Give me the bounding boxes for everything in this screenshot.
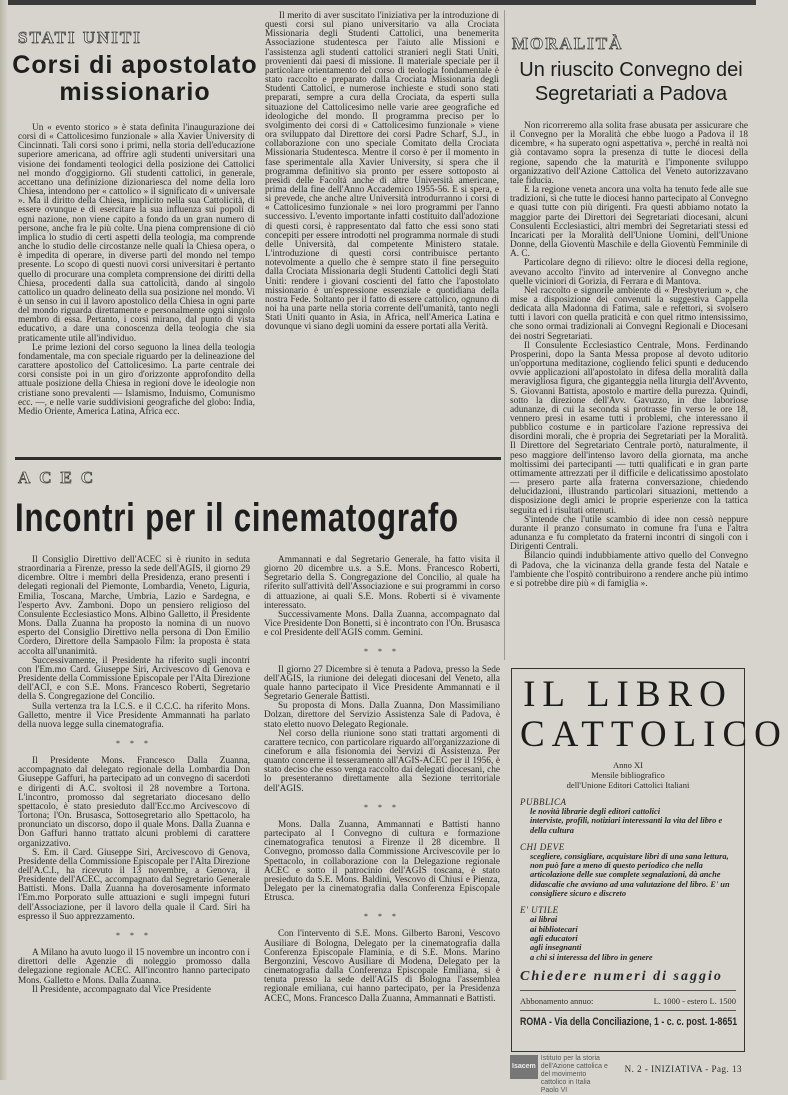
ad-address: ROMA - Via della Conciliazione, 1 - c. c. post. 1-8651 (520, 1015, 738, 1028)
paragraph: Sulla vertenza tra la I.C.S. e il C.C.C. ha riferito Mons. Galletto, mentre il Vice Presidente Ammannati ha parlato della nuova legge sulla cinematografia. (18, 701, 250, 730)
article-padova-body (510, 122, 748, 657)
paragraph: Successivamente, il Presidente ha riferito sugli incontri con l'Em.mo Card. Giuseppe Siri, Arcivescovo di Genova e Presidente della Commissione Episcopale per l'Alta Direzione dell'ACI, e con S.E. Mons. Francesco Roberti, Segretario della S. Congregazione del Concilio. (18, 655, 250, 703)
section-separator: * * * (116, 930, 152, 940)
section-kicker-moralita: MORALITÀ (512, 34, 624, 53)
isacem-watermark-logo (510, 1055, 610, 1094)
ad-section-line: agli insegnanti (530, 943, 582, 953)
section-separator: * * * (364, 912, 400, 922)
column-divider (504, 10, 505, 660)
ad-price-label: Abbonamento annuo: (520, 995, 594, 1006)
advertisement-il-libro-cattolico (511, 668, 788, 1052)
paragraph: Un « evento storico » è stata definita l'inaugurazione dei corsi di « Cattolicesimo funzionale » alla Xavier University di Cincinnati. Tali corsi sono i primi, nella storia dell'educazione superiore americana, ad offrire agli studenti universitari una visione dei fondamenti teologici della posizione dei Cattolici nel mondo d'oggigiorno. Gli studenti cattolici, in generale, accettano una definizione dizionariesca del nome della loro Chiesa, intendono per « cattolico » il significato di « universale ». Ma il diritto della Chiesa, implicito nella sua Cattolicità, di essere ovunque e di esercitare la sua influenza sui popoli di ogni nazione, non viene capito a fondo da un gran numero di persone, anche fra le più colte. Una piena comprensione di ciò implica lo studio di certi aspetti della teologia, ma comprende anche lo studio delle circostanze nelle quali la Chiesa opera, o è impedita di operare, in diverse parti del mondo nel tempo presente. Lo scopo di questi nuovi corsi universitari è pertanto quello di procurare una completa comprensione dei diritti della Chiesa, procedenti dalla sua cattolicità, dando al singolo cattolico un quadro delineato della sua posizione nel mondo. Vi è un senso in cui il lavoro apostolico della Chiesa in ogni parte del mondo riguarda direttamente e personalmente ogni singolo membro di essa. Pertanto, i corsi mirano, dal punto di vista educativo, a dare una conoscenza della teologia che sia praticamente utile all'individuo. (18, 123, 255, 344)
watermark-text: Istituto per la storia dell'Azione cattolica e del movimento cattolico in Italia Paolo VI (540, 1055, 608, 1094)
paragraph: Le prime lezioni del corso seguono la linea della teologia fondamentale, ma con speciale riguardo per la delineazione del carattere apostolico del Cattolicesimo. La parte centrale dei corsi consiste poi in un giro d'orizzonte approfondito della attuale posizione della Chiesa in regioni dove le ideologie non cristiane sono prevalenti — Islamismo, Induismo, Comunismo ecc. —, e nelle varie suddivisioni geografiche del globo: India, Medio Oriente, America Latina, Africa ecc. (18, 342, 255, 417)
title-line-2: Segretariati a Padova (534, 83, 728, 105)
paragraph: E la regione veneta ancora una volta ha tenuto fede alle sue tradizioni, sì che tutte le diocesi hanno partecipato al Convegno e quasi tutte con più dirigenti. Fra questi abbiamo notato la maggior parte dei Direttori dei Segretariati diocesani, alcuni Consulenti Ecclesiastici, altri membri dei Segretariati stessi ed Incaricati per la Moralità dell'Unione Uomini, dell'Unione Donne, della Gioventù Maschile e della Gioventù Femminile di A. C. (510, 185, 748, 260)
article-title-corsi (10, 52, 260, 106)
title-line-1: Un riuscito Convegno dei (519, 59, 743, 81)
article-title-cinematografo: Incontri per il cinematografo (15, 496, 459, 540)
article-usa-column-1 (18, 124, 255, 456)
ad-section-line: agli educatori (530, 933, 578, 943)
paragraph: Particolare degno di rilievo: oltre le diocesi della regione, avevano accolto l'invito ad intervenire al Convegno anche quelle viciniori di Gorizia, di Ferrara e di Mantova. (510, 258, 748, 287)
ad-section-line: interviste, profili, notiziari interessanti la vita del libro e della cultura (530, 816, 723, 835)
paragraph: Ammannati e dal Segretario Generale, ha fatto visita il giorno 20 dicembre u.s. a S.E. Mons. Francesco Roberti, Segretario della S. Congregazione del Concilio, al quale ha riferito sull'attività dell'Associazione e sui programmi in corso di attuazione, ai quali S.E. Mons. Roberti si è vivamente interessato. (264, 555, 500, 611)
section-divider (15, 457, 501, 460)
paragraph: Il Consiglio Direttivo dell'ACEC si è riunito in seduta straordinaria a Firenze, presso la sede dell'AGIS, il giorno 29 dicembre. Oltre i membri della Presidenza, erano presenti i delegati regionali del Piemonte, Lombardia, Veneto, Liguria, Emilia, Toscana, Marche, Umbria, Lazio e Sardegna, e l'esperto Avv. Zamboni. Dopo un pensiero religioso del Consulente Ecclesiastico Mons. Albino Galletto, il Presidente Mons. Dalla Zuanna ha proposto la nomina di un nuovo esperto del Consiglio Direttivo nella persona di Don Emilio Cordero, Direttore della Sampaolo Film: la proposta è stata accolta all'unanimità. (18, 555, 250, 657)
ad-section-heading: PUBBLICA (520, 797, 567, 807)
paragraph: Bilancio quindi indubbiamente attivo quello del Convegno di Padova, che la vicinanza della grande festa del Natale e l'ambiente che l'ospitò contribuirono a rendere anche più intimo e si potrebbe dire più « di famiglia ». (510, 551, 748, 589)
ad-subscription (520, 996, 736, 1011)
title-line-2: missionario (59, 78, 211, 106)
article-title-convegno (506, 58, 756, 106)
ad-title-line-1: IL LIBRO (523, 674, 733, 715)
paragraph: Il Consulente Ecclesiastico Centrale, Mons. Ferdinando Prosperini, dopo la Santa Messa propose al devoto uditorio un'opportuna meditazione, cogliendo felici spunti e deducendo ovvie applicazioni all'apostolato in difesa della moralità dalla meravigliosa figura, che giganteggia nella liturgia dell'Avvento, S. Giovanni Battista, apostolo e martire della purezza. Quindi, sotto la direzione dell'Avv. Gavuzzo, in due laboriose adunanze, di cui la seconda si protrasse fin verso le ore 18, vennero presi in esame tutti i problemi, che interessano il pubblico costume e in particolare l'azione repressiva dei disordini morali, che è propria dei Segretariati per la Moralità. Il Direttore del Segretariato Centrale portò, naturalmente, il peso maggiore dell'intenso lavoro della giornata, ma anche moltissimi dei partecipanti — tutti qualificati e in gran parte ottimamente attrezzati per il difficile e delicatissimo apostolato — presero parte alla fraterna conversazione, chiedendo delucidazioni, illustrando particolari situazioni, mettendo a disposizione degli amici le proprie esperienze con la tattica seguita ed i risultati ottenuti. (510, 340, 748, 516)
paragraph: Il merito di aver suscitato l'iniziativa per la introduzione di questi corsi sul piano universitario va alla Crociata Missionaria degli Studenti Cattolici, una benemerita Associazione studentesca per l'aiuto alle Missioni e l'assistenza agli studenti cattolici stranieri negli Stati Uniti, provenienti dai paesi di missione. Il materiale speciale per il particolare orientamento del corso di teologia fondamentale è stato raccolto e preparato dalla Crociata Missionaria degli Studenti Cattolici, e numerose inchieste e studi sono stati preparati, sempre a cura della Crociata, da esperti sulla situazione del Cattolicesimo nelle varie aree geografiche ed ideologiche del mondo. Il programma preciso per lo svolgimento dei corsi di « Cattolicesimo funzionale » viene ora sviluppato dal Direttore dei corsi Padre Scharf, S.J., in collaborazione con uno speciale Comitato della Crociata Missionaria Studentesca. Mentre il corso è per il momento in fase sperimentale alla Xavier University, si spera che il programma definitivo sia pronto per essere sottoposto ai presidi delle Facoltà anche di altre Università americane, prima della fine dell'Anno Accademico 1955-56. E si spera, e si prevede, che anche altre Università introdurranno i corsi di « Cattolicesimo funzionale » nei loro programmi per l'anno successivo. L'evento importante infatti costituito dall'adozione di questi corsi, è rappresentato dal fatto che essi sono stati concepiti per essere introdotti nel programma normale di studi delle Università, dal competente Ministero statale. L'introduzione di questi corsi contribuisce pertanto notevolmente a quello che è sempre stato il fine perseguito dalla Crociata Missionaria degli Studenti Cattolici degli Stati Uniti: rendere i giovani coscienti del fatto che l'apostolato missionario è un'espressione essenziale e quotidiana della nostra Fede. Soltanto per il fatto di essere cattolico, ognuno di noi ha una parte nella storia corrente dell'umanità, tanto negli Stati Uniti quanto in Asia, in Africa, nell'America Latina e dovunque vi siano degli uomini da essere portati alla Verità. (265, 11, 499, 333)
ad-section-line: ai bibliotecari (530, 924, 578, 934)
ad-sections (520, 797, 736, 962)
ad-title-line-2: CATTOLICO (520, 714, 788, 755)
ad-year: Anno XI (613, 760, 643, 770)
paragraph: Non ricorreremo alla solita frase abusata per assicurare che il Convegno per la Moralità che ebbe luogo a Padova il 18 dicembre, « ha superato ogni aspettativa », perché in realtà noi già contavamo sopra la presenza di tutte le diocesi della regione, sapendo che la maturità e l'imponente sviluppo organizzativo dell'Azione Cattolica del Veneto autorizzavano tale fiducia. (510, 121, 748, 186)
ad-section-heading: CHI DEVE (520, 841, 565, 852)
paragraph: Nel corso della riunione sono stati trattati argomenti di carattere tecnico, con particolare riguardo all'organizzazione di cineforum e alla fisionomia dei Servizi di Assistenza. Per quanto concerne il tesseramento all'AGIS-ACEC per il 1956, è stato deciso che esso venga raccolto dai delegati diocesani, che lo presenteranno direttamente alla Sezione territoriale dell'AGIS. (264, 728, 500, 794)
article-acec-column-1 (18, 556, 250, 1076)
ad-section-heading: E' UTILE (520, 905, 559, 916)
paragraph: S. Em. il Card. Giuseppe Siri, Arcivescovo di Genova, Presidente della Commissione Episcopale per l'Alta Direzione dell'A.C.I., ha ricevuto il 13 novembre, a Genova, il Presidente dell'ACEC, accompagnato dal Segretario Generale Battisti. Mons. Dalla Zuanna ha doverosamente informato l'Em.mo Porporato sulle attuazioni e sugli impegni futuri dell'Associazione, per il lavoro della quale il Card. Siri ha espresso il Suo apprezzamento. (18, 847, 250, 922)
watermark-letters: Isacem (510, 1055, 538, 1079)
paragraph: Il Presidente Mons. Francesco Dalla Zuanna, accompagnato dal delegato regionale della Lombardia Don Giuseppe Gaffuri, ha partecipato ad un convegno di sacerdoti e dirigenti di A.C. svoltosi il 28 novembre a Tortona. L'incontro, promosso dal segretariato diocesano dello spettacolo, è stato presieduto dall'Ecc.mo Arcivescovo di Tortona; l'On. Brusasca, Sottosegretario allo Spettacolo, ha pronunciato un discorso, dopo il quale Mons. Dalla Zuanna e Don Gaffuri hanno trattato alcuni problemi di carattere organizzativo. (18, 756, 250, 849)
paragraph: Il Presidente, accompagnato dal Vice Presidente (32, 984, 211, 995)
article-acec-column-2 (264, 556, 500, 1036)
ad-section-line: scegliere, consigliare, acquistare libri di una sana lettura, non può fare a meno di questo periodico che nella articolazione delle sue complete segnalazioni, dà anche didascalie che avviano ad una valutazione del libro. E' un consigliere sicuro e discreto (530, 851, 730, 899)
ad-call-to-action: Chiedere numeri di saggio (520, 969, 736, 991)
paragraph: Nel raccolto e signorile ambiente di « Presbyterium », che mise a disposizione dei convenuti la suggestiva Cappella dedicata alla Madonna di Fatima, sale e refettori, si svolsero tutti i lavori con quella praticità e con quel ritmo intensissimo, che sono ormai tradizionali ai Convegni Regionali e Diocesani dei nostri Segretariati. (510, 285, 748, 342)
paragraph: Mons. Dalla Zuanna, Ammannati e Battisti hanno partecipato al I Convegno di cultura e formazione cinematografica tenutosi a Firenze il 28 dicembre. Il Convegno, promosso dalla Commissione Arcivescovile per lo Spettacolo, in collaborazione con la Delegazione regionale ACEC e sotto il patrocinio dell'AGIS toscana, è stato presieduto da S.E. Mons. Baldini, Vescovo di Chiusi e Pienza, Delegato per la cinematografia dalla Conferenza Episcopale Etrusca. (264, 819, 500, 904)
ad-section-line: a chi si interessa del libro in genere (530, 952, 653, 962)
ad-section-line: ai librai (530, 915, 558, 925)
top-border (0, 0, 756, 5)
section-separator: * * * (116, 738, 152, 748)
title-line-1: Corsi di apostolato (12, 51, 258, 79)
ad-publisher: dell'Unione Editori Cattolici Italiani (566, 780, 690, 790)
paragraph: Con l'intervento di S.E. Mons. Gilberto Baroni, Vescovo Ausiliare di Bologna, Delegato per la cinematografia dalla Conferenza Episcopale Flaminia, e di S.E. Mons. Marino Bergonzini, Vescovo Ausiliare di Modena, Delegato per la cinematografia dalla Conferenza Episcopale Emiliana, si è tenuta presso la sede dell'AGIS di Bologna l'assemblea regionale emiliana, cui hanno partecipato, per la Presidenza ACEC, Mons. Francesco Dalla Zuanna, Ammannati e Battisti. (264, 929, 500, 1004)
paragraph: Su proposta di Mons. Dalla Zuanna, Don Massimiliano Dolzan, direttore del Servizio Assistenza Sale di Padova, è stato eletto nuovo Delegato Regionale. (264, 701, 500, 730)
ad-section-line: le novità librarie degli editori cattolici (530, 807, 661, 816)
page-edge-shadow (0, 0, 8, 1080)
paragraph: A Milano ha avuto luogo il 15 novembre un incontro con i direttori delle Agenzie di noleggio promosso dalla delegazione regionale ACEC. All'incontro hanno partecipato Mons. Galletto e Mons. Dalla Zuanna. (18, 948, 250, 986)
ad-price-value: L. 1000 - estero L. 1500 (653, 995, 736, 1006)
section-separator: * * * (364, 647, 400, 657)
paragraph: Successivamente Mons. Dalla Zuanna, accompagnato dal Vice Presidente Don Bonetti, si è incontrato con l'On. Brusasca e col Presidente dell'AGIS comm. Gemini. (264, 609, 500, 639)
section-kicker-acec: ACEC (18, 468, 103, 487)
paragraph: Il giorno 27 Dicembre si è tenuta a Padova, presso la Sede dell'AGIS, la riunione dei delegati diocesani del Veneto, alla quale hanno partecipato il Vice Presidente Ammannati e il Segretario Generale Battisti. (264, 664, 500, 703)
section-separator: * * * (364, 802, 400, 812)
ad-subtitle: Mensile bibliografico (591, 770, 665, 780)
section-kicker-stati-uniti: STATI UNITI (18, 28, 142, 47)
page-footer: N. 2 - INIZIATIVA - Pag. 13 (624, 1064, 742, 1074)
article-usa-column-2 (265, 12, 499, 452)
paragraph: S'intende che l'utile scambio di idee non cessò neppure durante il pranzo consumato in comune fra l'una e l'altra adunanza e fu completato da fraterni incontri di singoli con i Dirigenti Centrali. (510, 514, 748, 553)
